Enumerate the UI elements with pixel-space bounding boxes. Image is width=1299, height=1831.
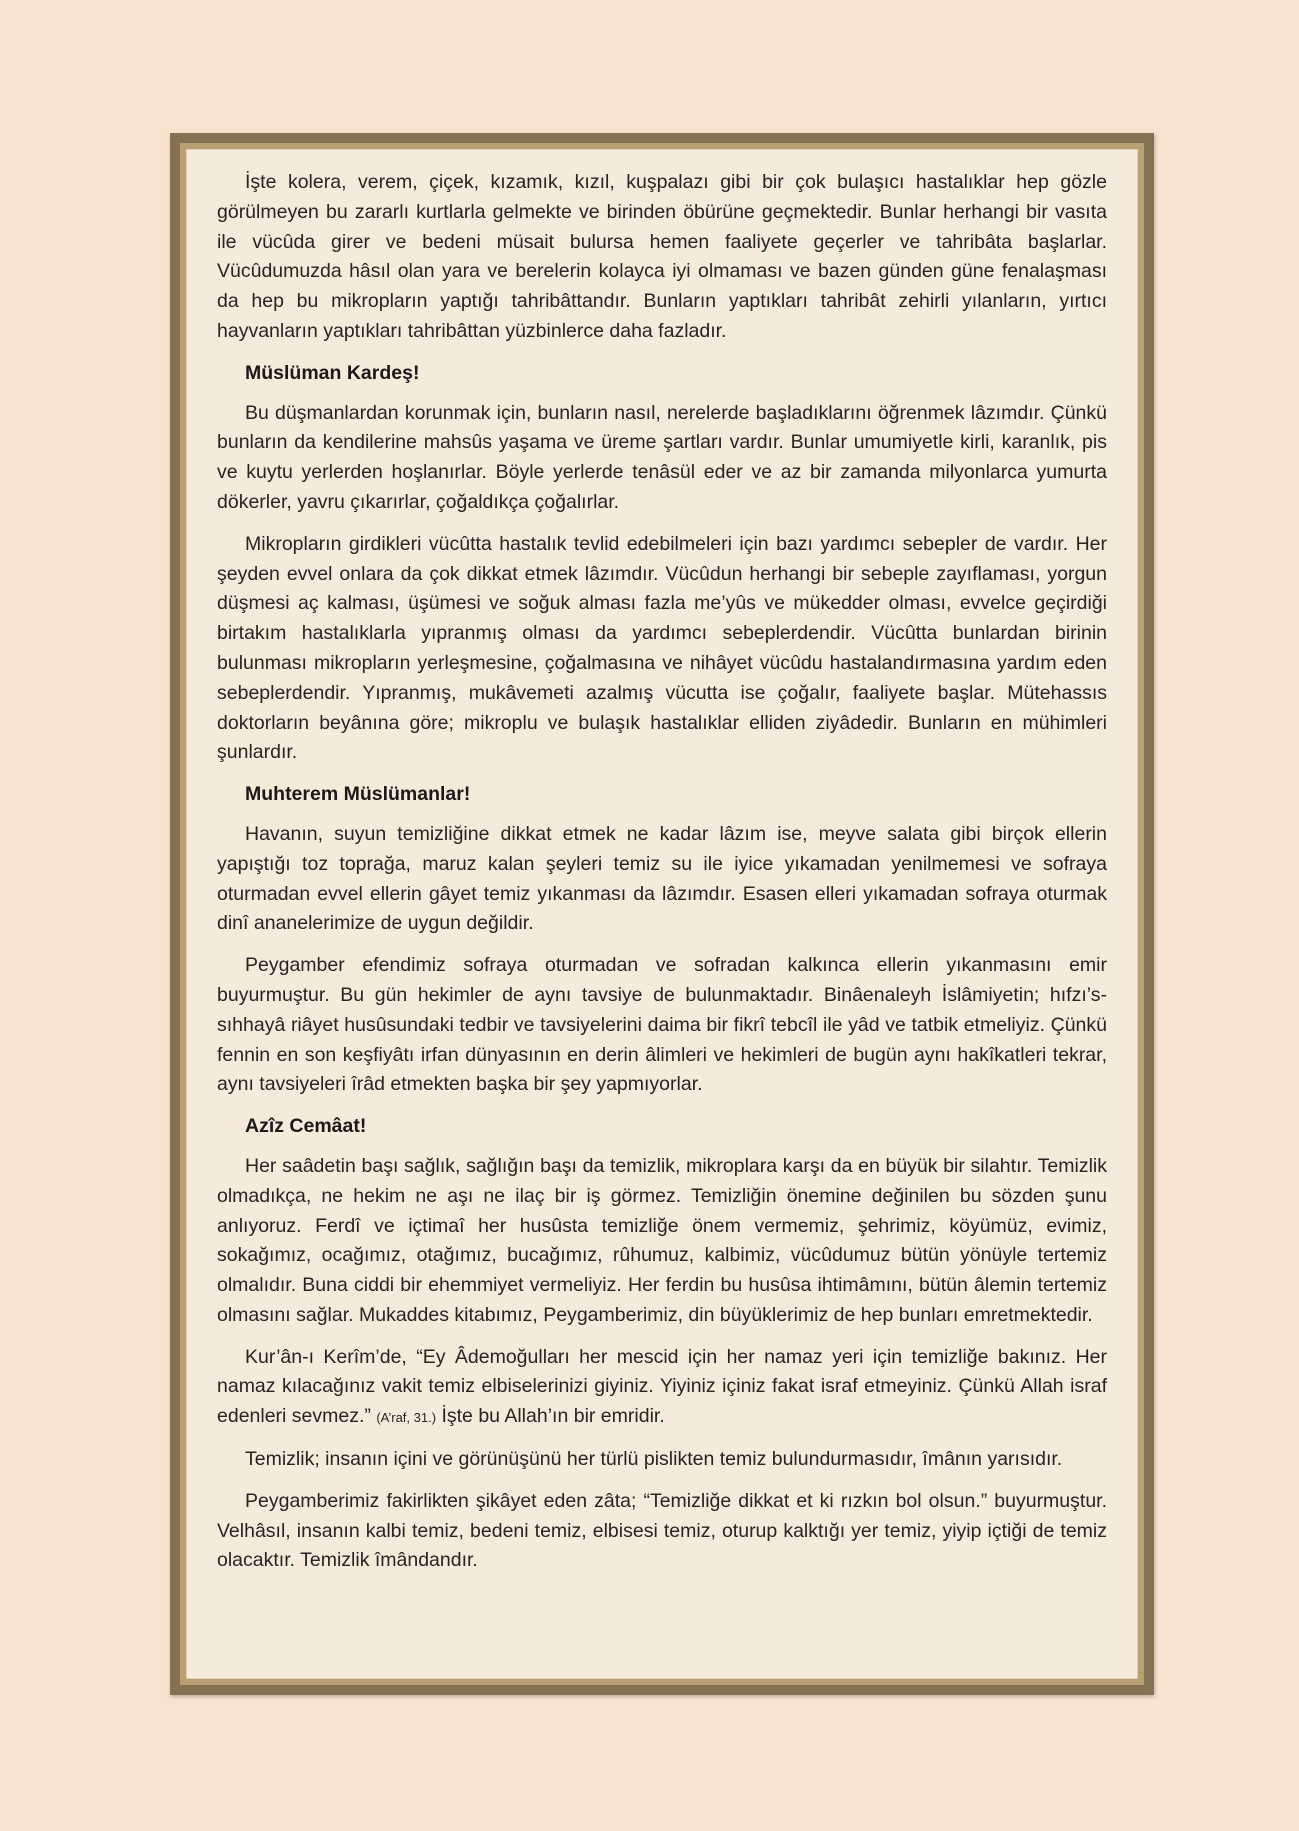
sermon-text xyxy=(217,168,1107,1588)
heading-muslim-brother: Müslüman Kardeş! xyxy=(245,361,420,384)
quran-quote: Kur’ân-ı Kerîm’de, “Ey Âdemoğulları her mescid için her namaz yeri için temizliğe bakınız. Her namaz kılacağınız vakit temiz elbiselerinizi giyiniz. Yiyiniz içiniz fakat israf etmeyiniz. Çünkü Allah israf edenleri sevmez.” xyxy=(217,1345,1107,1428)
paragraph-6: Her saâdetin başı sağlık, sağlığın başı da temizlik, mikroplara karşı da en büyük bir silahtır. Temizlik olmadıkça, ne hekim ne aşı ne ilaç bir iş görmez. Temizliğin önemine değinilen bu sözden şunu anlıyoruz. Ferdî ve içtimaî her husûsta temizliğe önem vermemiz, şehrimiz, köyümüz, evimiz, sokağımız, ocağımız, otağımız, bucağımız, rûhumuz, kalbimiz, vücûdumuz bütün yönüyle tertemiz olmalıdır. Buna ciddi bir ehemmiyet vermeliyiz. Her ferdin bu husûsa ihtimâmını, bütün âlemin tertemiz olmasını sağlar. Mukaddes kitabımız, Peygamberimiz, din büyüklerimiz de hep bunları emretmektedir. xyxy=(217,1154,1107,1326)
page-panel xyxy=(186,149,1138,1679)
paragraph-7 xyxy=(217,1343,1107,1433)
paragraph-1: İşte kolera, verem, çiçek, kızamık, kızıl, kuşpalazı gibi bir çok bulaşıcı hastalıklar hep gözle görülmeyen bu zararlı kurtlarla gelmekte ve birinden öbürüne geçmektedir. Bunlar herhangi bir vasıta ile vücûda girer ve bedeni müsait bulursa hemen faaliyete geçerler ve tahribâta başlarlar. Vücûdumuzda hâsıl olan yara ve berelerin kolayca iyi olmaması ve bazen günden güne fenalaşması da hep bu mikropların yaptığı tahribâttandır. Bunların yaptıkları tahribât zehirli yılanların, yırtıcı hayvanların yaptıkları tahribâttan yüzbinlerce daha fazladır. xyxy=(217,171,1107,342)
heading-dear-congregation: Azîz Cemâat! xyxy=(245,1115,367,1138)
paragraph-8: Temizlik; insanın içini ve görünüşünü her türlü pislikten temiz bulundurmasıdır, îmânın yarısıdır. xyxy=(245,1448,1063,1471)
paragraph-7-end: İşte bu Allah’ın bir emridir. xyxy=(436,1405,665,1428)
page-frame-gold-border xyxy=(180,143,1144,1685)
paragraph-4: Havanın, suyun temizliğine dikkat etmek ne kadar lâzım ise, meyve salata gibi birçok ellerin yapıştığı toz toprağa, maruz kalan şeyleri temiz su ile iyice yıkamadan yenilmemesi ve sofraya oturmadan evvel ellerin gâyet temiz yıkanması da lâzımdır. Esasen elleri yıkamadan sofraya oturmak dinî ananelerimize de uygun değildir. xyxy=(217,822,1107,935)
paragraph-9: Peygamberimiz fakirlikten şikâyet eden zâta; “Temizliğe dikkat et ki rızkın bol olsun.” buyurmuştur. Velhâsıl, insanın kalbi temiz, bedeni temiz, elbisesi temiz, oturup kalktığı yer temiz, yiyip içtiği de temiz olacaktır. Temizlik îmândandır. xyxy=(217,1489,1107,1572)
paragraph-3: Mikropların girdikleri vücûtta hastalık tevlid edebilmeleri için bazı yardımcı sebepler de vardır. Her şeyden evvel onlara da çok dikkat etmek lâzımdır. Vücûdun herhangi bir sebeple zayıflaması, yorgun düşmesi aç kalması, üşümesi ve soğuk alması fazla me’yûs ve mükedder olması, evvelce geçirdiği birtakım hastalıklarla yıpranmış olması da yardımcı sebeplerdendir. Vücûtta bunlardan birinin bulunması mikropların yerleşmesine, çoğalmasına ve nihâyet vücûdu hastalandırmasına yardım eden sebeplerdendir. Yıpranmış, mukâvemeti azalmış vücutta ise çoğalır, faaliyete başlar. Mütehassıs doktorların beyânına göre; mikroplu ve bulaşık hastalıklar elliden ziyâdedir. Bunların en mühimleri şunlardır. xyxy=(217,532,1107,764)
page-frame xyxy=(170,133,1154,1695)
paragraph-2: Bu düşmanlardan korunmak için, bunların nasıl, nerelerde başladıklarını öğrenmek lâzımdır. Çünkü bunların da kendilerine mahsûs yaşama ve üreme şartları vardır. Bunlar umumiyetle kirli, karanlık, pis ve kuytu yerlerden hoşlanırlar. Böyle yerlerde tenâsül eder ve az bir zamanda milyonlarca yumurta dökerler, yavru çıkarırlar, çoğaldıkça çoğalırlar. xyxy=(217,401,1107,513)
heading-respected-muslims: Muhterem Müslümanlar! xyxy=(245,783,471,806)
verse-reference: (A’raf, 31.) xyxy=(376,1410,437,1426)
paragraph-5: Peygamber efendimiz sofraya oturmadan ve sofradan kalkınca ellerin yıkanmasını emir buyurmuştur. Bu gün hekimler de aynı tavsiye de bulunmaktadır. Binâenaleyh İslâmiyetin; hıfzı’s-sıhhayâ riâyet husûsundaki tedbir ve tavsiyelerini daima bir fikrî tebcîl ile yâd ve tatbik etmeliyiz. Çünkü fennin en son keşfiyâtı irfan dünyasının en derin âlimleri ve hekimleri de bugün aynı hakîkatleri tekrar, aynı tavsiyeleri îrâd etmekten başka bir şey yapmıyorlar. xyxy=(217,954,1107,1096)
